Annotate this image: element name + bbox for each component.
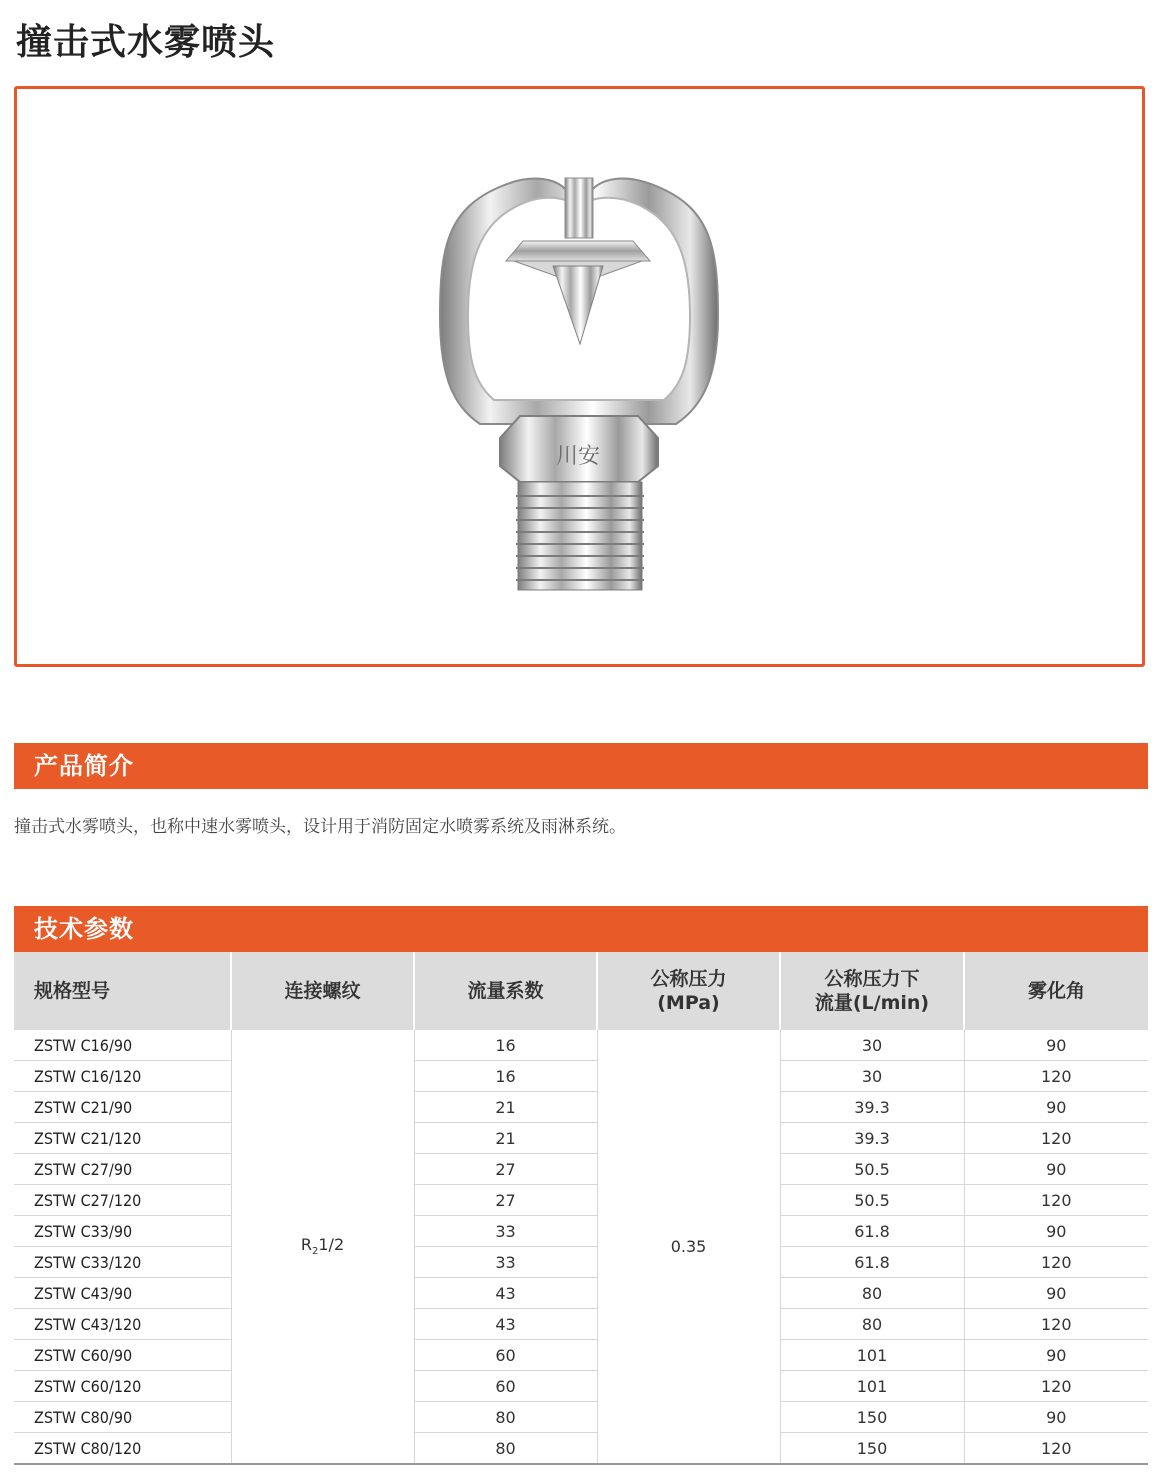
table-row [14, 1061, 1148, 1092]
table-row [14, 1092, 1148, 1123]
cell-angle: 120 [964, 1433, 1148, 1465]
cell-model: ZSTW C33/90 [14, 1216, 231, 1247]
table-row [14, 1216, 1148, 1247]
engraving-text: 川安 [555, 444, 601, 469]
cell-k-factor: 43 [414, 1309, 597, 1340]
cell-k-factor: 27 [414, 1185, 597, 1216]
cell-flow: 39.3 [780, 1123, 964, 1154]
table-row [14, 1371, 1148, 1402]
header-thread: 连接螺纹 [231, 952, 414, 1030]
table-row [14, 1309, 1148, 1340]
header-flow-line1: 公称压力下 [824, 968, 920, 990]
table-header-row [14, 952, 1148, 1030]
page-title: 撞击式水雾喷头 [16, 22, 276, 63]
thread-size: 1/2 [318, 1235, 345, 1255]
cell-k-factor: 80 [414, 1433, 597, 1465]
thread-subscript: 2 [312, 1246, 319, 1258]
table-row [14, 1185, 1148, 1216]
cell-model: ZSTW C43/120 [14, 1309, 231, 1340]
cell-model: ZSTW C60/120 [14, 1371, 231, 1402]
cell-angle: 90 [964, 1278, 1148, 1309]
cell-thread [231, 1030, 414, 1464]
cell-k-factor: 60 [414, 1371, 597, 1402]
table-row [14, 1433, 1148, 1465]
header-angle: 雾化角 [964, 952, 1148, 1030]
table-row [14, 1154, 1148, 1185]
cell-k-factor: 80 [414, 1402, 597, 1433]
cell-flow: 150 [780, 1433, 964, 1465]
cell-pressure: 0.35 [597, 1030, 780, 1464]
thread-prefix: R [300, 1235, 312, 1255]
cell-flow: 61.8 [780, 1247, 964, 1278]
cell-flow: 101 [780, 1371, 964, 1402]
cell-flow: 150 [780, 1402, 964, 1433]
intro-text: 撞击式水雾喷头，也称中速水雾喷头，设计用于消防固定水喷雾系统及雨淋系统。 [14, 817, 626, 837]
cell-model: ZSTW C60/90 [14, 1340, 231, 1371]
cell-angle: 90 [964, 1340, 1148, 1371]
cell-k-factor: 21 [414, 1123, 597, 1154]
cell-angle: 120 [964, 1247, 1148, 1278]
specs-section-header: 技术参数 [14, 906, 1148, 952]
product-photo [428, 86, 728, 596]
table-row [14, 1340, 1148, 1371]
cell-flow: 50.5 [780, 1185, 964, 1216]
header-pressure-line2: (MPa) [657, 992, 720, 1014]
cell-model: ZSTW C27/90 [14, 1154, 231, 1185]
table-row [14, 1278, 1148, 1309]
cell-angle: 90 [964, 1092, 1148, 1123]
cell-model: ZSTW C21/90 [14, 1092, 231, 1123]
cell-angle: 120 [964, 1309, 1148, 1340]
cell-angle: 120 [964, 1061, 1148, 1092]
cell-angle: 90 [964, 1030, 1148, 1061]
intro-section-header: 产品简介 [14, 743, 1148, 789]
cell-model: ZSTW C21/120 [14, 1123, 231, 1154]
cell-model: ZSTW C16/120 [14, 1061, 231, 1092]
header-k-factor: 流量系数 [414, 952, 597, 1030]
cell-k-factor: 60 [414, 1340, 597, 1371]
specs-table [14, 952, 1148, 1465]
cell-model: ZSTW C80/120 [14, 1433, 231, 1465]
header-model: 规格型号 [14, 952, 231, 1030]
cell-model: ZSTW C33/120 [14, 1247, 231, 1278]
cell-k-factor: 33 [414, 1216, 597, 1247]
table-row [14, 1402, 1148, 1433]
cell-k-factor: 16 [414, 1030, 597, 1061]
cell-angle: 120 [964, 1123, 1148, 1154]
header-pressure [597, 952, 780, 1030]
cell-flow: 80 [780, 1278, 964, 1309]
cell-angle: 120 [964, 1185, 1148, 1216]
cell-angle: 90 [964, 1154, 1148, 1185]
cell-flow: 101 [780, 1340, 964, 1371]
cell-k-factor: 43 [414, 1278, 597, 1309]
cell-flow: 50.5 [780, 1154, 964, 1185]
cell-model: ZSTW C80/90 [14, 1402, 231, 1433]
cell-angle: 90 [964, 1216, 1148, 1247]
cell-k-factor: 16 [414, 1061, 597, 1092]
cell-flow: 39.3 [780, 1092, 964, 1123]
header-flow-line2: 流量(L/min) [814, 992, 930, 1014]
table-row [14, 1247, 1148, 1278]
table-row [14, 1030, 1148, 1061]
cell-model: ZSTW C16/90 [14, 1030, 231, 1061]
cell-k-factor: 27 [414, 1154, 597, 1185]
cell-model: ZSTW C43/90 [14, 1278, 231, 1309]
cell-flow: 80 [780, 1309, 964, 1340]
table-row [14, 1123, 1148, 1154]
cell-flow: 30 [780, 1061, 964, 1092]
cell-flow: 61.8 [780, 1216, 964, 1247]
cell-k-factor: 21 [414, 1092, 597, 1123]
cell-k-factor: 33 [414, 1247, 597, 1278]
header-flow [780, 952, 964, 1030]
cell-model: ZSTW C27/120 [14, 1185, 231, 1216]
header-pressure-line1: 公称压力 [650, 968, 727, 990]
cell-angle: 90 [964, 1402, 1148, 1433]
cell-flow: 30 [780, 1030, 964, 1061]
cell-angle: 120 [964, 1371, 1148, 1402]
